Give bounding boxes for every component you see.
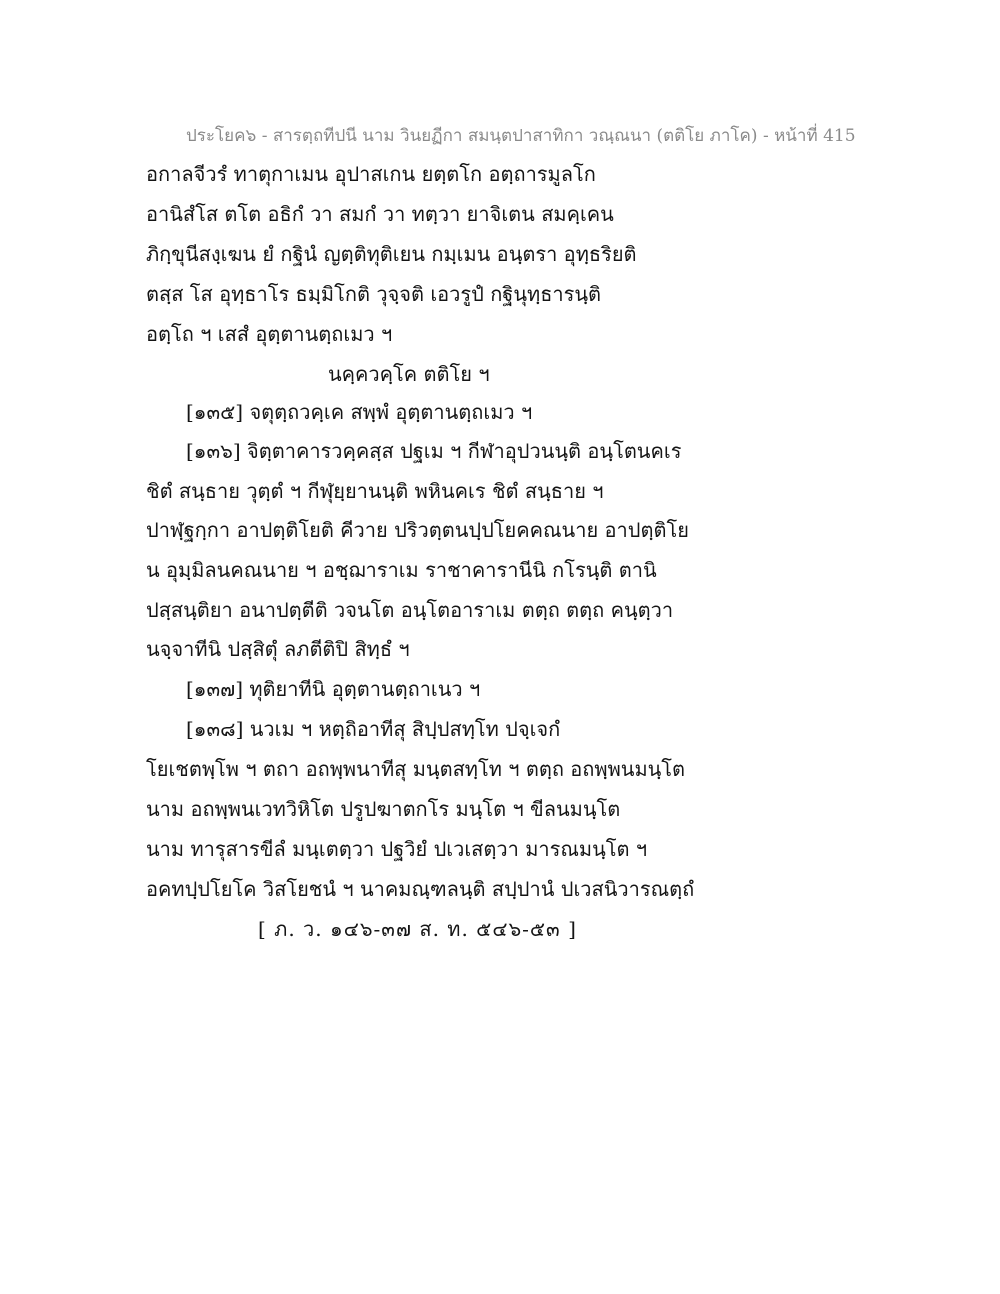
text-line: ปาฬฺฐกฺกา อาปตฺติโยติ คีวาย ปริวตฺตนปฺปโยคคณนาย อาปตฺติโย [146, 518, 689, 542]
text-line: อานิสํโส ตโต อธิกํ วา สมกํ วา ทตฺวา ยาจิเตน สมคฺเคน [146, 202, 614, 226]
text-line: ปสฺสนฺติยา อนาปตฺตีติ วจนโต อนฺโตอาราเม ตตฺถ ตตฺถ คนฺตฺวา [146, 598, 674, 622]
text-line: [๑๓๘] นวเม ฯ หตฺถิอาทีสุ สิปฺปสทฺโท ปจฺเจกํ [186, 717, 561, 741]
text-line: [๑๓๖] จิตฺตาคารวคฺคสฺส ปฐเม ฯ กีฬาอุปวนนฺติ อนฺโตนคเร [186, 439, 682, 463]
text-line: โยเชตพฺโพ ฯ ตถา อถพฺพนาทีสุ มนฺตสทฺโท ฯ ตตฺถ อถพฺพนมนฺโต [146, 757, 686, 781]
text-line: ภิกฺขุนีสงฺเฆน ยํ กฐินํ ญตฺติทุติเยน กมฺเมน อนฺตรา อุทฺธริยติ [146, 242, 637, 266]
text-line: น อุมฺมิลนคณนาย ฯ อชฺฌาราเม ราชาคารานีนิ กโรนฺติ ตานิ [146, 558, 657, 582]
section-title: นคฺควคฺโค ตติโย ฯ [328, 362, 490, 386]
text-line: ชิตํ สนฺธาย วุตฺตํ ฯ กีฬุยฺยานนฺติ พหินคเร ชิตํ สนฺธาย ฯ [146, 479, 604, 503]
reference-citation: [ ภ. ว. ๑๔๖-๓๗ ส. ท. ๕๔๖-๕๓ ] [258, 917, 577, 941]
text-line: อกาลจีวรํ ทาตุกาเมน อุปาสเกน ยตฺตโก อตฺถารมูลโก [146, 162, 596, 186]
text-line: นาม อถพฺพนเวทวิหิโต ปรูปฆาตกโร มนฺโต ฯ ขีลนมนฺโต [146, 797, 621, 821]
text-line: [๑๓๕] จตุตฺถวคฺเค สพฺพํ อุตฺตานตฺถเมว ฯ [186, 400, 533, 424]
text-line: อตฺโถ ฯ เสสํ อุตฺตานตฺถเมว ฯ [146, 322, 393, 346]
text-line: นจฺจาทีนิ ปสฺสิตุํ ลภตีติปิ สิทฺธํ ฯ [146, 637, 410, 661]
text-line: ตสฺส โส อุทฺธาโร ธมฺมิโกติ วุจฺจติ เอวรูปํ กฐินุทฺธารนฺติ [146, 282, 602, 306]
text-line: [๑๓๗] ทุติยาทีนิ อุตฺตานตฺถาเนว ฯ [186, 677, 481, 701]
text-line: นาม ทารุสารขีลํ มนฺเตตฺวา ปฐวิยํ ปเวเสตฺวา มารณมนฺโต ฯ [146, 837, 648, 861]
text-line: อคทปฺปโยโค วิสโยชนํ ฯ นาคมณฺฑลนฺติ สปฺปานํ ปเวสนิวารณตฺถํ [146, 877, 695, 901]
running-header: ประโยค๖ - สารตฺถทีปนี นาม วินยฏีกา สมนฺตปาสาทิกา วณฺณนา (ตติโย ภาโค) - หน้าที่ 415 [186, 126, 856, 146]
